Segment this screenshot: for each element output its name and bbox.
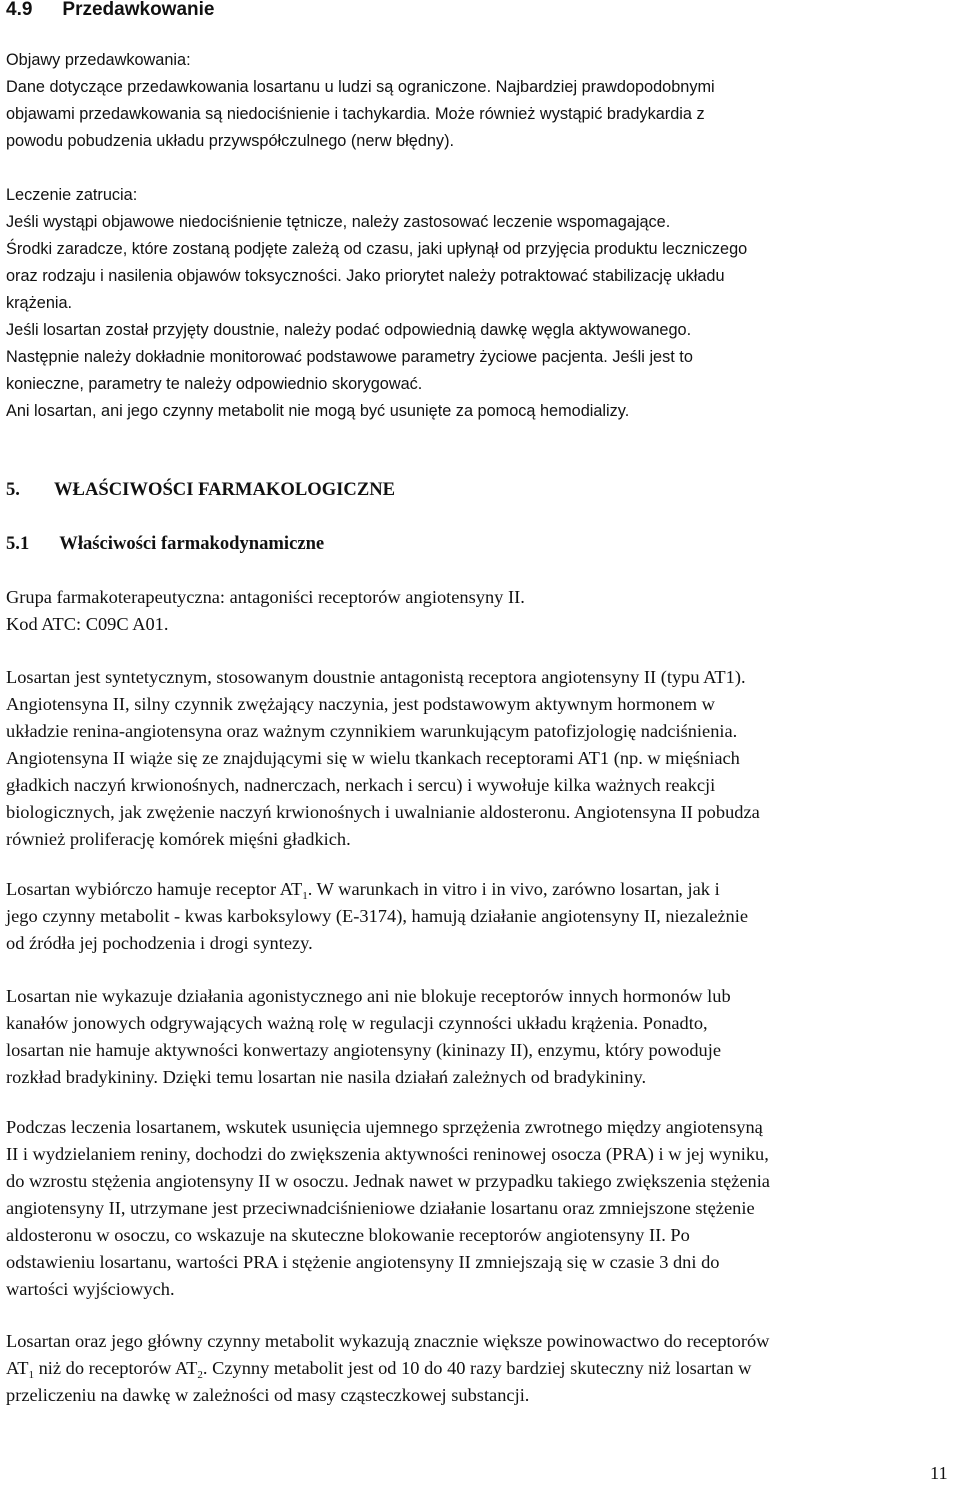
section-title: Przedawkowanie [62,0,215,20]
text-line: przeliczeniu na dawkę w zależności od masy cząsteczkowej substancji. [6,1385,530,1405]
text-line: objawami przedawkowania są niedociśnienie i tachykardia. Może również wystąpić bradykardia z [6,105,705,123]
subscript: 1 [302,890,308,902]
text-line: od źródła jej pochodzenia i drogi syntezy. [6,933,313,953]
section-title: Właściwości farmakodynamiczne [59,533,325,554]
text-line: Kod ATC: C09C A01. [6,614,169,634]
subscript: 1 [28,1369,34,1381]
text-line: jego czynny metabolit - kwas karboksylowy (E-3174), hamują działanie angiotensyny II, niezależnie [6,906,749,926]
text-fragment: AT [6,1358,29,1378]
text-line: angiotensyny II, utrzymane jest przeciwnadciśnieniowe działanie losartanu oraz zmniejszone stężenie [6,1198,755,1218]
text-line: układzie renina-angiotensyna oraz ważnym czynnikiem warunkującym patofizjologię nadciśnienia. [6,721,738,741]
symptoms-label: Objawy przedawkowania: [6,51,191,69]
section-number: 4.9 [6,0,33,20]
section-number: 5.1 [6,533,30,554]
section-title: WŁAŚCIWOŚCI FARMAKOLOGICZNE [53,479,396,500]
text-fragment: . Czynny metabolit jest od 10 do 40 razy bardziej skuteczny niż losartan w [202,1358,752,1378]
text-fragment: Losartan wybiórczo hamuje receptor AT [6,879,303,899]
text-line: konieczne, parametry te należy odpowiednio skorygować. [6,375,423,393]
text-line: powodu pobudzenia układu przywspółczulnego (nerw błędny). [6,132,455,150]
text-line: Jeśli losartan został przyjęty doustnie, należy podać odpowiednią dawkę węgla aktywowanego. [6,321,692,339]
subscript: 2 [197,1369,203,1381]
text-line: Środki zaradcze, które zostaną podjęte zależą od czasu, jaki upłynął od przyjęcia produktu leczniczego [6,240,748,258]
section-number: 5. [6,479,20,500]
page-number: 11 [930,1463,948,1483]
text-line: II i wydzielaniem reniny, dochodzi do zwiększenia aktywności reninowej osocza (PRA) i w jej wyniku, [6,1144,769,1164]
treatment-label: Leczenie zatrucia: [6,186,138,204]
text-line: Dane dotyczące przedawkowania losartanu u ludzi są ograniczone. Najbardziej prawdopodobnymi [6,78,715,96]
text-line: Losartan jest syntetycznym, stosowanym doustnie antagonistą receptora angiotensyny II (typu AT1). [6,667,746,687]
text-line: rozkład bradykininy. Dzięki temu losartan nie nasila działań zależnych od bradykininy. [6,1067,647,1087]
text-line: Jeśli wystąpi objawowe niedociśnienie tętnicze, należy zastosować leczenie wspomagające. [6,213,671,231]
text-line: Angiotensyna II wiąże się ze znajdującymi się w wielu tkankach receptorami AT1 (np. w mięśniach [6,748,740,768]
text-line: krążenia. [6,294,73,312]
text-line: kanałów jonowych odgrywających ważną rolę w regulacji czynności układu krążenia. Ponadto, [6,1013,708,1033]
text-line: Losartan nie wykazuje działania agonistycznego ani nie blokuje receptorów innych hormonów lub [6,986,731,1006]
text-fragment: niż do receptorów AT [33,1358,198,1378]
text-line: Losartan oraz jego główny czynny metabolit wykazują znacznie większe powinowactwo do receptorów [6,1331,770,1351]
text-line: losartan nie hamuje aktywności konwertazy angiotensyny (kininazy II), enzymu, który powoduje [6,1040,721,1060]
text-line: Grupa farmakoterapeutyczna: antagoniści receptorów angiotensyny II. [6,587,525,607]
text-line: wartości wyjściowych. [6,1279,175,1299]
section-4-9-heading [6,0,214,21]
text-line: Następnie należy dokładnie monitorować podstawowe parametry życiowe pacjenta. Jeśli jest to [6,348,693,366]
text-line [6,878,720,903]
text-fragment: . W warunkach in vitro i in vivo, zarówno losartan, jak i [307,879,720,899]
text-line: oraz rodzaju i nasilenia objawów toksyczności. Jako priorytet należy potraktować stabilizację układu [6,267,725,285]
text-line: również proliferację komórek mięśni gładkich. [6,829,351,849]
text-line [6,1357,751,1382]
text-line: Angiotensyna II, silny czynnik zwężający naczynia, jest podstawowym aktywnym hormonem w [6,694,715,714]
text-line: Podczas leczenia losartanem, wskutek usunięcia ujemnego sprzężenia zwrotnego między angiotensyną [6,1117,763,1137]
text-line: do wzrostu stężenia angiotensyny II w osoczu. Jednak nawet w przypadku takiego zwiększenia stężenia [6,1171,770,1191]
text-line: odstawieniu losartanu, wartości PRA i stężenie angiotensyny II zmniejszają się w czasie 3 dni do [6,1252,720,1272]
text-line: Ani losartan, ani jego czynny metabolit nie mogą być usunięte za pomocą hemodializy. [6,402,630,420]
text-line: aldosteronu w osoczu, co wskazuje na skuteczne blokowanie receptorów angiotensyny II. Po [6,1225,690,1245]
section-5-heading [6,479,395,501]
section-5-1-heading [6,533,324,555]
text-line: biologicznych, jak zwężenie naczyń krwionośnych i uwalnianie aldosteronu. Angiotensyna II pobudza [6,802,760,822]
text-line: gładkich naczyń krwionośnych, nadnerczach, nerkach i sercu) i wywołuje kilka ważnych reakcji [6,775,716,795]
